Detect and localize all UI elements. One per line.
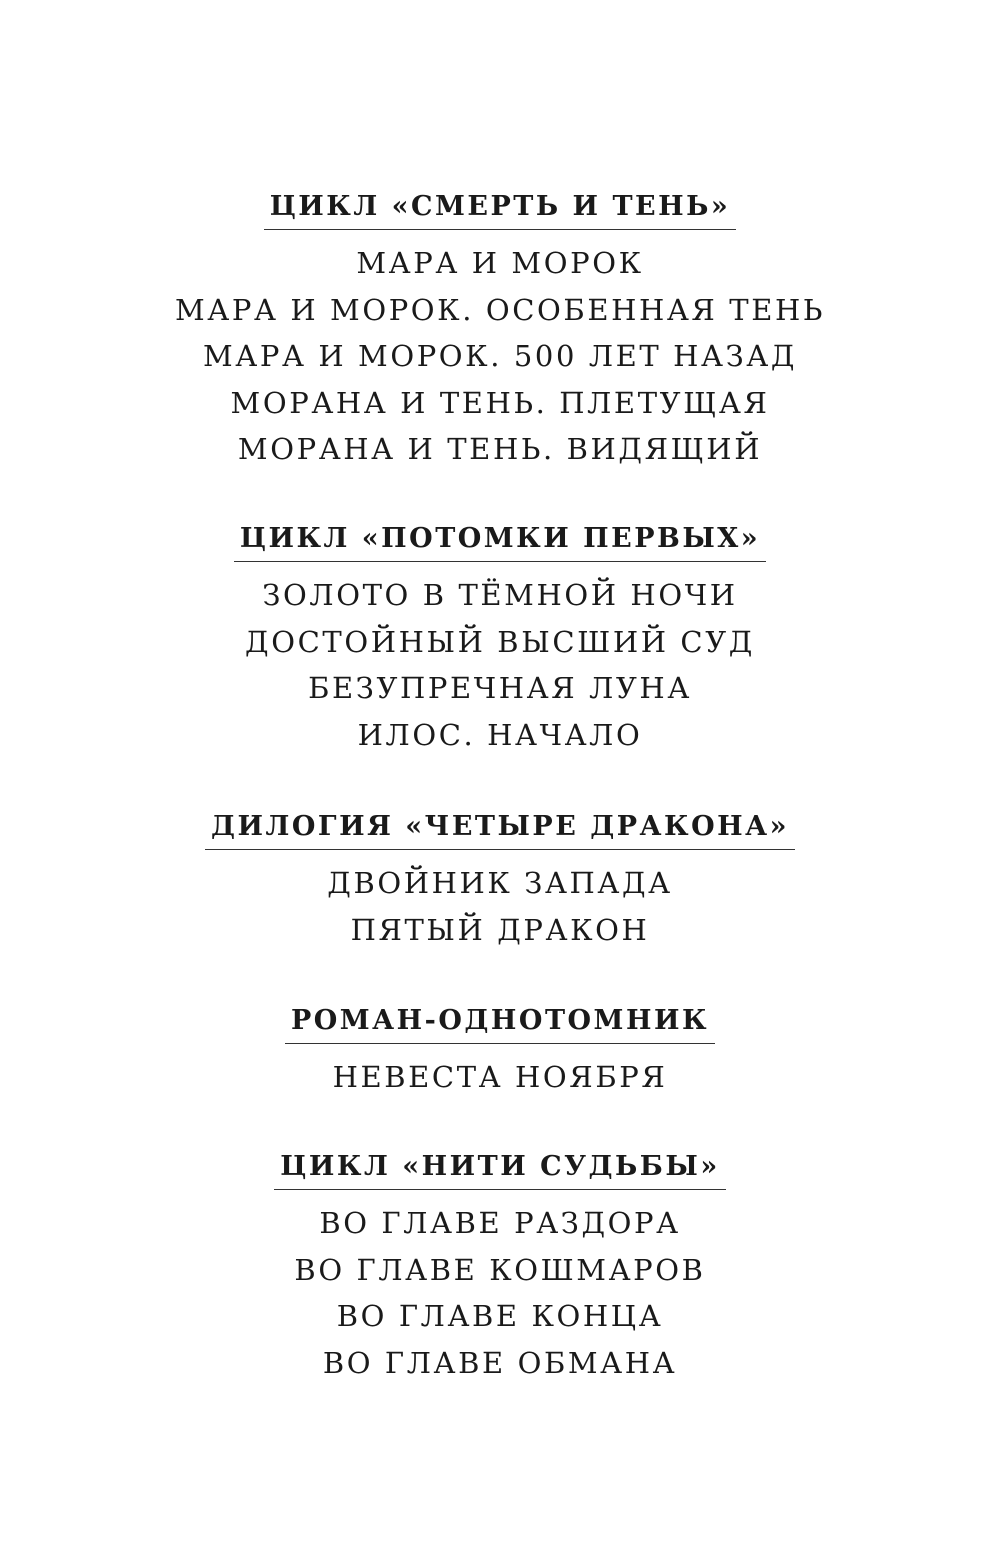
- series-heading-underline: [285, 1004, 715, 1044]
- book-title: МАРА И МОРОК: [356, 246, 644, 280]
- book-title: ВО ГЛАВЕ ОБМАНА: [322, 1345, 678, 1380]
- series-heading: ЦИКЛ «ПОТОМКИ ПЕРВЫХ»: [239, 523, 761, 554]
- book-list: [0, 240, 1000, 473]
- book-list: [0, 572, 1000, 758]
- book-list: [0, 860, 1000, 953]
- series-section-chetyre-drakona: [0, 810, 1000, 953]
- book-title: ВО ГЛАВЕ КОНЦА: [336, 1299, 664, 1333]
- series-heading: ЦИКЛ «НИТИ СУДЬБЫ»: [280, 1151, 720, 1182]
- book-list: [0, 1200, 1000, 1386]
- series-heading-underline: [234, 522, 766, 562]
- series-heading: ДИЛОГИЯ «ЧЕТЫРЕ ДРАКОНА»: [211, 811, 789, 842]
- book-title: МОРАНА И ТЕНЬ. ВИДЯЩИЙ: [237, 432, 763, 466]
- series-heading-underline: [274, 1150, 725, 1190]
- book-title: ПЯТЫЙ ДРАКОН: [350, 912, 650, 947]
- book-title: ДОСТОЙНЫЙ ВЫСШИЙ СУД: [245, 624, 755, 659]
- book-title: МОРАНА И ТЕНЬ. ПЛЕТУЩАЯ: [230, 385, 770, 420]
- book-title: ВО ГЛАВЕ РАЗДОРА: [319, 1206, 681, 1240]
- series-section-roman-odnotomnik: [0, 1004, 1000, 1101]
- book-title: БЕЗУПРЕЧНАЯ ЛУНА: [308, 671, 692, 705]
- book-title: ВО ГЛАВЕ КОШМАРОВ: [294, 1252, 706, 1287]
- series-section-smert-i-ten: [0, 190, 1000, 473]
- book-title: МАРА И МОРОК. 500 ЛЕТ НАЗАД: [202, 339, 798, 373]
- book-title: НЕВЕСТА НОЯБРЯ: [332, 1060, 668, 1094]
- book-list: [0, 1054, 1000, 1101]
- series-heading: ЦИКЛ «СМЕРТЬ И ТЕНЬ»: [269, 191, 731, 222]
- series-heading-underline: [205, 810, 795, 850]
- book-title: МАРА И МОРОК. ОСОБЕННАЯ ТЕНЬ: [174, 292, 826, 327]
- series-section-niti-sudby: [0, 1150, 1000, 1386]
- series-heading-underline: [264, 190, 737, 230]
- series-section-potomki-pervyh: [0, 522, 1000, 758]
- book-title: ЗОЛОТО В ТЁМНОЙ НОЧИ: [262, 578, 738, 612]
- book-title: ДВОЙНИК ЗАПАДА: [327, 866, 673, 900]
- series-heading: РОМАН-ОДНОТОМНИК: [290, 1005, 710, 1036]
- book-title: ИЛОС. НАЧАЛО: [357, 717, 643, 752]
